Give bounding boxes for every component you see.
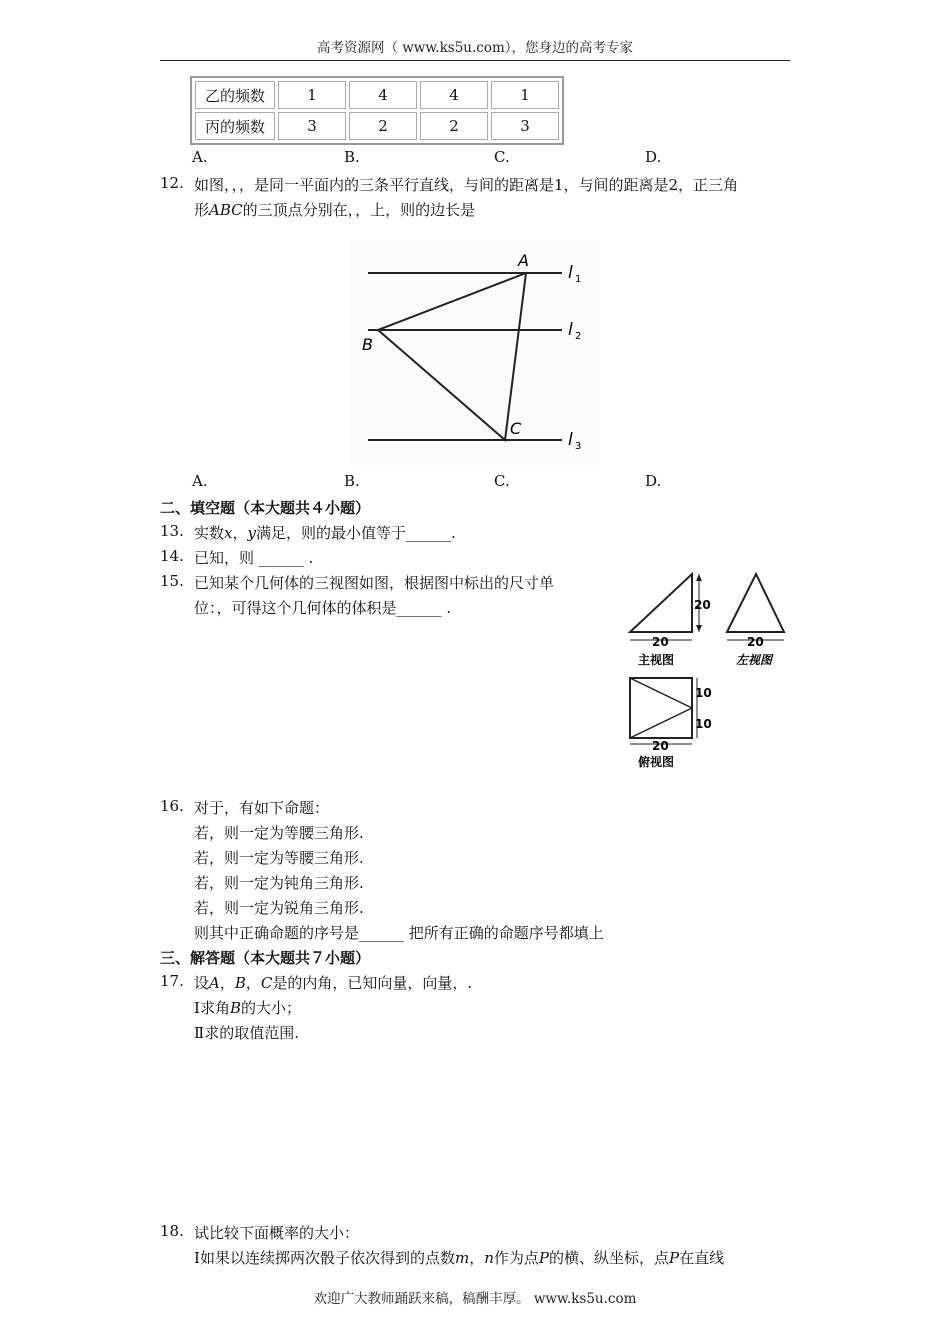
q12-triangle-figure <box>350 240 600 465</box>
q16-proposition: 若，则一定为钝角三角形. <box>194 874 364 892</box>
table-cell: 2 <box>349 112 417 140</box>
option-b: B. <box>344 148 360 166</box>
q16-proposition: 若，则一定为等腰三角形. <box>194 849 364 867</box>
text: 的大小； <box>240 999 301 1017</box>
text: 求的取值范围. <box>204 1024 299 1042</box>
question-number: 13. <box>160 522 184 540</box>
q16-conclusion: 则其中正确命题的序号是______ 把所有正确的命题序号都填上 <box>194 924 604 942</box>
table-cell: 1 <box>491 81 559 109</box>
text: 求角 <box>199 999 230 1017</box>
variable-c: C <box>260 974 273 992</box>
top-view-label: 俯视图 <box>638 755 675 769</box>
q18-part1 <box>194 1247 724 1268</box>
q14-text: 已知，则 ______ . <box>194 549 314 567</box>
option-d: D. <box>645 472 662 490</box>
q11-options <box>192 148 792 170</box>
table-cell: 3 <box>278 112 346 140</box>
option-d: D. <box>645 148 662 166</box>
top-height-label-2: 10 <box>695 717 712 731</box>
text: 是的内角，已知向量，向量，. <box>272 974 473 992</box>
line-l2-subscript: 2 <box>575 331 582 342</box>
q17-text <box>194 972 472 993</box>
part-marker: Ⅱ <box>194 1024 205 1042</box>
text: ， <box>232 524 248 542</box>
q16-proposition: 若，则一定为等腰三角形. <box>194 824 364 842</box>
q16-proposition: 若，则一定为锐角三角形. <box>194 899 364 917</box>
variable-n: n <box>484 1249 494 1267</box>
q18-intro: 试比较下面概率的大小： <box>194 1224 360 1242</box>
variable-a: A <box>209 974 220 992</box>
question-number: 16. <box>160 797 184 815</box>
section-heading: 二、填空题（本大题共４小题） <box>160 499 371 517</box>
arrow-head <box>696 625 702 632</box>
top-width-label: 20 <box>652 739 669 753</box>
vertex-b-label: B <box>362 335 373 354</box>
text: ， <box>219 974 235 992</box>
side-width-label: 20 <box>747 635 764 649</box>
variable-p: P <box>538 1249 549 1267</box>
variable-b: B <box>234 974 246 992</box>
table-row <box>195 112 559 140</box>
line-l3-label: l <box>568 430 573 450</box>
top-height-label-1: 10 <box>695 686 712 700</box>
question-number: 15. <box>160 572 184 590</box>
top-view-rectangle <box>630 678 692 738</box>
variable-m: m <box>454 1249 470 1267</box>
front-width-label: 20 <box>652 635 669 649</box>
text: 如果以连续掷两次骰子依次得到的点数 <box>199 1249 455 1267</box>
table-cell: 3 <box>491 112 559 140</box>
text: ， <box>245 974 261 992</box>
vertex-c-label: C <box>510 419 522 438</box>
line-l1-subscript: 1 <box>575 274 582 285</box>
triangle-name: ABC <box>209 201 243 219</box>
front-height-label: 20 <box>694 598 711 612</box>
q13-text <box>194 522 456 543</box>
arrow-head <box>696 574 702 581</box>
text: 的三顶点分别在，，上，则的边长是 <box>242 201 476 219</box>
part-marker: Ⅰ <box>194 999 200 1017</box>
q12-text-line1: 如图，，，是同一平面内的三条平行直线，与间的距离是1，与间的距离是2，正三角 <box>194 176 739 194</box>
option-b: B. <box>344 472 360 490</box>
question-number: 12. <box>160 174 184 192</box>
variable-y: y <box>247 524 256 542</box>
frequency-table <box>190 76 564 145</box>
page-footer: 欢迎广大教师踊跃来稿，稿酬丰厚。 www.ks5u.com <box>313 1291 637 1307</box>
page-header: 高考资源网（ www.ks5u.com），您身边的高考专家 <box>160 36 790 61</box>
table-cell: 2 <box>420 112 488 140</box>
text: 满足，则的最小值等于______. <box>255 524 456 542</box>
side-view-triangle <box>727 574 784 632</box>
table-cell: 1 <box>278 81 346 109</box>
line-l1-label: l <box>568 263 573 283</box>
text: 作为点 <box>493 1249 539 1267</box>
table-cell: 乙的频数 <box>195 81 275 109</box>
q17-part2 <box>194 1022 299 1043</box>
text: 在直线 <box>679 1249 725 1267</box>
table-row <box>195 81 559 109</box>
q15-text-line1: 已知某个几何体的三视图如图，根据图中标出的尺寸单 <box>194 574 555 592</box>
text: ， <box>469 1249 485 1267</box>
question-number: 18. <box>160 1222 184 1240</box>
variable-b: B <box>229 999 241 1017</box>
option-a: A. <box>192 472 208 490</box>
text: 设 <box>194 974 210 992</box>
line-l3-subscript: 3 <box>575 441 582 452</box>
part-marker: Ⅰ <box>194 1249 200 1267</box>
table-cell: 丙的频数 <box>195 112 275 140</box>
front-view-label: 主视图 <box>638 653 675 667</box>
q17-part1 <box>194 997 301 1018</box>
text: 的横、纵坐标，点 <box>548 1249 669 1267</box>
line-l2-label: l <box>568 320 573 340</box>
q16-intro: 对于，有如下命题： <box>194 799 330 817</box>
variable-x: x <box>224 524 233 542</box>
q15-three-view-figure <box>624 568 794 773</box>
variable-p: P <box>669 1249 680 1267</box>
top-view-diagonal <box>630 678 692 708</box>
q12-options <box>192 472 792 494</box>
table-cell: 4 <box>420 81 488 109</box>
side-view-label: 左视图 <box>736 653 773 667</box>
option-c: C. <box>494 472 510 490</box>
front-view-triangle <box>630 574 692 632</box>
question-number: 14. <box>160 547 184 565</box>
option-a: A. <box>192 148 208 166</box>
text: 形 <box>194 201 210 219</box>
section-heading: 三、解答题（本大题共７小题） <box>160 949 371 967</box>
table-cell: 4 <box>349 81 417 109</box>
top-view-diagonal <box>630 708 692 738</box>
question-number: 17. <box>160 972 184 990</box>
vertex-a-label: A <box>518 251 529 270</box>
q12-text-line2 <box>194 199 475 220</box>
text: 实数 <box>194 524 225 542</box>
q15-text-line2: 位：，可得这个几何体的体积是______ . <box>194 599 452 617</box>
option-c: C. <box>494 148 510 166</box>
